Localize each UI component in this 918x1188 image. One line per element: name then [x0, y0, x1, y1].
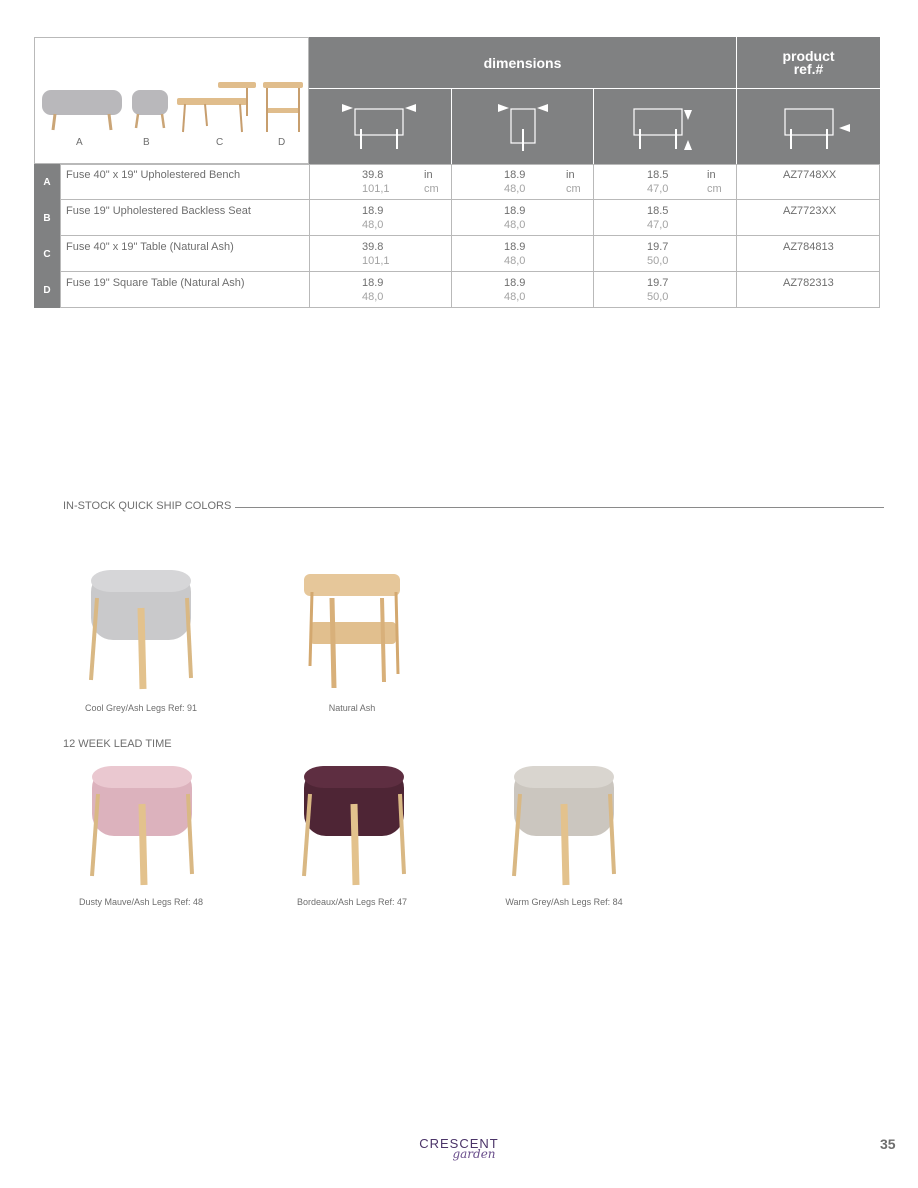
depth-in: 18.9	[504, 241, 526, 253]
height-cm: 50,0	[647, 255, 669, 267]
spec-table	[34, 37, 880, 308]
thumbnail-letter-c: C	[216, 137, 224, 148]
row-label: D	[34, 272, 60, 308]
width-in: 39.8	[362, 169, 384, 181]
section-divider	[235, 507, 884, 508]
depth-in: 18.9	[504, 277, 526, 289]
unit-in: in	[707, 169, 716, 181]
thumbnail-letter-b: B	[143, 137, 150, 148]
product-name: Fuse 40" x 19" Table (Natural Ash)	[66, 241, 234, 253]
product-ref-header-line1: product	[782, 47, 835, 64]
swatch-caption: Natural Ash	[328, 703, 376, 713]
column-divider	[451, 164, 452, 308]
width-cm: 101,1	[362, 183, 390, 195]
swatch-caption: Warm Grey/Ash Legs Ref: 84	[505, 897, 623, 907]
height-diagram-icon	[594, 89, 736, 164]
product-ref: AZ784813	[783, 241, 834, 253]
thumbnail-letter-d: D	[278, 137, 286, 148]
thumbnail-letter-a: A	[76, 137, 83, 148]
bordeaux-stool-image	[298, 764, 413, 889]
unit-in: in	[566, 169, 575, 181]
page-number: 35	[880, 1136, 896, 1152]
depth-diagram-icon	[452, 89, 593, 164]
row-label: B	[34, 200, 60, 236]
column-divider	[736, 164, 737, 308]
depth-cm: 48,0	[504, 255, 526, 267]
width-cm: 101,1	[362, 255, 390, 267]
depth-cm: 48,0	[504, 219, 526, 231]
lead-time-title: 12 WEEK LEAD TIME	[63, 738, 172, 750]
quick-ship-title: IN-STOCK QUICK SHIP COLORS	[63, 500, 232, 512]
height-cm: 50,0	[647, 291, 669, 303]
width-diagram-icon	[309, 89, 451, 164]
unit-in: in	[424, 169, 433, 181]
product-ref-header	[737, 37, 880, 88]
height-cm: 47,0	[647, 219, 669, 231]
dimensions-header: dimensions	[309, 37, 736, 88]
height-in: 19.7	[647, 241, 669, 253]
product-ref: AZ782313	[783, 277, 834, 289]
height-cm: 47,0	[647, 183, 669, 195]
width-in: 18.9	[362, 205, 384, 217]
product-diagram-icon	[737, 89, 880, 164]
depth-in: 18.9	[504, 169, 526, 181]
unit-cm: cm	[424, 183, 439, 195]
brand-script: garden	[452, 1147, 496, 1161]
warm-grey-stool-image	[508, 764, 623, 889]
depth-in: 18.9	[504, 205, 526, 217]
natural-ash-table-image	[300, 570, 405, 692]
dusty-mauve-stool-image	[86, 764, 201, 889]
height-in: 18.5	[647, 169, 669, 181]
product-ref-header-line2: ref.#	[793, 60, 824, 77]
product-name: Fuse 19" Square Table (Natural Ash)	[66, 277, 245, 289]
swatch-caption: Bordeaux/Ash Legs Ref: 47	[296, 897, 408, 907]
product-name: Fuse 19" Upholestered Backless Seat	[66, 205, 251, 217]
brand-logo	[404, 1136, 514, 1161]
row-label: A	[34, 164, 60, 200]
row-label: C	[34, 236, 60, 272]
product-name: Fuse 40" x 19" Upholestered Bench	[66, 169, 241, 181]
product-ref: AZ7723XX	[783, 205, 837, 217]
unit-cm: cm	[707, 183, 722, 195]
height-in: 19.7	[647, 277, 669, 289]
unit-cm: cm	[566, 183, 581, 195]
column-divider	[309, 164, 310, 308]
width-cm: 48,0	[362, 291, 384, 303]
height-in: 18.5	[647, 205, 669, 217]
cool-grey-stool-image	[85, 568, 200, 693]
brand-name: CRESCENT	[419, 1136, 499, 1151]
swatch-caption: Cool Grey/Ash Legs Ref: 91	[84, 703, 198, 713]
depth-cm: 48,0	[504, 291, 526, 303]
column-divider	[593, 164, 594, 308]
depth-cm: 48,0	[504, 183, 526, 195]
width-in: 39.8	[362, 241, 384, 253]
width-in: 18.9	[362, 277, 384, 289]
product-ref: AZ7748XX	[783, 169, 837, 181]
width-cm: 48,0	[362, 219, 384, 231]
swatch-caption: Dusty Mauve/Ash Legs Ref: 48	[78, 897, 204, 907]
